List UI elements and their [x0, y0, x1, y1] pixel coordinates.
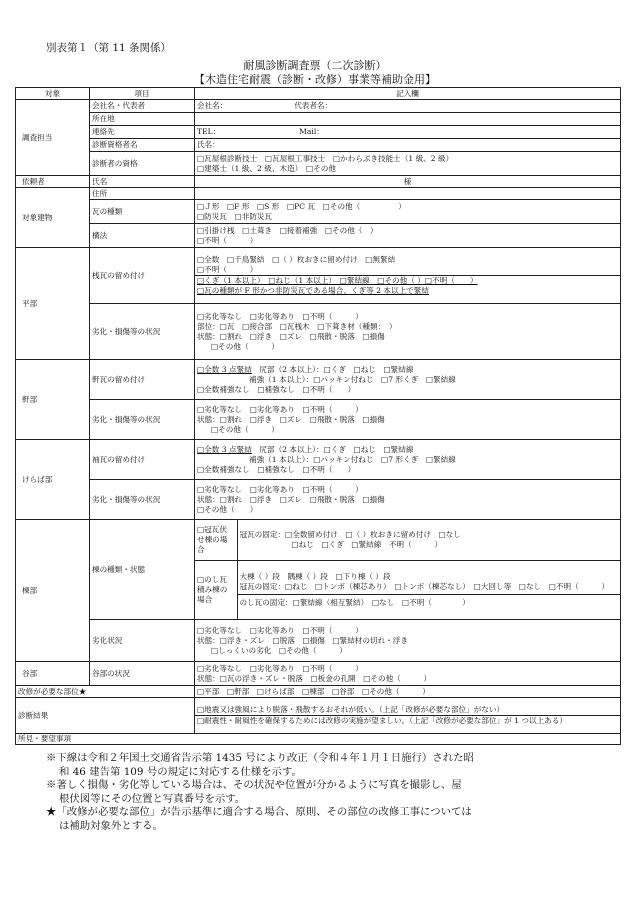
- gable-degradation-label: 劣化・損傷等の状況: [90, 480, 195, 520]
- client-name-field[interactable]: 様: [195, 176, 621, 188]
- company-label: 会社名・代表者: [90, 100, 195, 113]
- valley-label: 谷部の状況: [90, 662, 195, 686]
- col-header-entry: 記入欄: [195, 88, 621, 100]
- flat-degradation-line: □その他（ ）: [211, 341, 279, 351]
- tel-label: TEL：: [197, 127, 221, 136]
- ridge-stacked-line: 大棟（ ）段 隅棟（ ）段 □下り棟（ ）段: [239, 572, 391, 581]
- flat-degradation-line: 状態：□割れ □浮き □ズレ □飛散・脱落 □損傷: [197, 331, 385, 341]
- category-eaves: 軒部: [16, 360, 90, 440]
- diagnosis-result-options[interactable]: [195, 698, 621, 734]
- gable-degradation-options[interactable]: [195, 480, 621, 520]
- ridge-covered-label[interactable]: □冠瓦伏せ棟の場合: [195, 520, 237, 560]
- category-building: 対象建物: [16, 188, 90, 248]
- category-client: 依頼者: [16, 176, 90, 188]
- company-name: 会社名：: [197, 101, 228, 110]
- qualification-line: □瓦屋根診断技士 □瓦屋根工事技士 □かわらぶき技能士（1 級、2 級）: [197, 153, 454, 163]
- flat-degradation-line: □劣化等なし □劣化等あり □不明（ ）: [197, 311, 363, 321]
- ridge-covered-line: 冠瓦の固定：□全数留め付け □（ ）枚おきに留め付け □なし: [239, 530, 461, 539]
- ridge-type-label: 棟の種類・状態: [90, 520, 195, 620]
- method-line: □引掛け桟 □土葺き □接着補強 □その他（ ）: [197, 225, 378, 235]
- diagnosis-result-label: 診断結果: [16, 698, 195, 734]
- flat-degradation-options[interactable]: [195, 304, 621, 360]
- repair-required-options[interactable]: □平部 □軒部 □けらば部 □棟部 □谷部 □その他（ ）: [195, 686, 621, 698]
- eaves-degradation-line: □劣化等なし □劣化等あり □不明（ ）: [197, 404, 363, 414]
- address-field[interactable]: [195, 113, 621, 126]
- valley-options[interactable]: [195, 662, 621, 686]
- tile-type-label: 瓦の種類: [90, 200, 195, 224]
- ridge-stacked-line: 冠瓦の固定：□ねじ □トンボ（棟芯あり） □トンボ（棟芯なし） □大回し等 □なし □不明（ ）: [239, 582, 610, 591]
- col-header-target: 対象: [16, 88, 90, 100]
- eaves-degradation-label: 劣化・損傷等の状況: [90, 400, 195, 440]
- ridge-degradation-line: □劣化等なし □劣化等あり □不明（ ）: [197, 625, 363, 635]
- valley-line: 状態：□瓦の浮き・ズレ・脱落 □板金の孔開 □その他（ ）: [197, 673, 432, 683]
- client-name-label: 氏名: [90, 176, 195, 188]
- gable-fix-line: □全数補強なし □補強なし □不明（ ）: [197, 464, 356, 474]
- qualification-options[interactable]: [195, 152, 621, 176]
- building-address-field[interactable]: [195, 188, 621, 200]
- eaves-degradation-line: □その他（ ）: [211, 424, 279, 434]
- ridge-degradation-line: 状態：□浮き・ズレ □脱落 □損傷 □緊結材の切れ・浮き: [197, 635, 408, 645]
- repair-required-label: 改修が必要な部位★: [16, 686, 195, 698]
- diagnosis-result-line: □地震又は強風により脱落・飛散するおそれが低い。（上記「改修が必要な部位」がない）: [195, 705, 620, 716]
- company-field[interactable]: [195, 100, 621, 113]
- annex-label: 別表第１（第 11 条関係）: [46, 42, 172, 54]
- contact-label: 連絡先: [90, 126, 195, 139]
- flat-fix-line: □瓦の種類が F 形かつ非防災瓦である場合、くぎ等 2 本以上で緊結: [197, 286, 429, 295]
- ridge-degradation-label: 劣化状況: [90, 620, 195, 662]
- tile-type-line: □Ｊ形 □F 形 □S 形 □PC 瓦 □その他（ ）: [197, 201, 406, 211]
- eaves-degradation-line: 状態：□割れ □浮き □ズレ □飛散・脱落 □損傷: [197, 414, 385, 424]
- col-header-item: 項目: [90, 88, 195, 100]
- gable-fix-line: 補強（1 本以上）：□パッキン付ねじ □7 形くぎ □緊結線: [249, 454, 456, 464]
- gable-fix-line: □全数 3 点緊結 尻部（2 本以上）：□くぎ □ねじ □緊結線: [197, 444, 414, 454]
- category-gable: けらば部: [16, 440, 90, 520]
- notes: [46, 752, 606, 833]
- form-title: 耐風診断調査票（二次診断）: [243, 59, 387, 72]
- flat-fix-line: □全数 □千鳥緊結 □（ ）枚おきに留め付け □無緊結: [197, 255, 396, 264]
- flat-degradation-label: 劣化・損傷等の状況: [90, 304, 195, 360]
- ridge-degradation-options[interactable]: [195, 620, 621, 662]
- flat-fix-line: □不明（ ）: [197, 265, 258, 274]
- flat-degradation-line: 部位：□瓦 □接合部 □瓦桟木 □下葺き材（種類： ）: [197, 321, 397, 331]
- note-item: ※著しく損傷・劣化等している場合は、その状況や位置が分かるように写真を撮影し、屋 根伏図等にその位置と写真番号を示す。: [46, 779, 462, 805]
- method-label: 構法: [90, 224, 195, 248]
- qualification-line: □建築士（1 級、2 級、木造） □その他: [197, 163, 336, 173]
- category-ridge: 棟部: [16, 520, 90, 662]
- gable-fix-options[interactable]: [195, 440, 621, 480]
- flat-fix-options[interactable]: [195, 248, 621, 304]
- valley-line: □劣化等なし □劣化等あり □不明（ ）: [197, 663, 363, 673]
- ridge-covered-line: □ねじ □くぎ □緊結線 不明（ ）: [291, 540, 443, 549]
- gable-degradation-line: □劣化等なし □劣化等あり □不明（ ）: [197, 484, 363, 494]
- contact-field[interactable]: [195, 126, 621, 139]
- inspector-label: 診断資格者名: [90, 139, 195, 152]
- method-options[interactable]: [195, 224, 621, 248]
- note-item: ※下線は令和２年国土交通省告示第 1435 号により改正（令和４年１月１日施行）された昭 和 46 建告第 109 号の規定に対応する仕様を示す。: [46, 752, 474, 778]
- eaves-fix-options[interactable]: [195, 360, 621, 400]
- eaves-fix-label: 軒瓦の留め付け: [90, 360, 195, 400]
- gable-degradation-line: 状態：□割れ □浮き □ズレ □飛散・脱落 □損傷: [197, 494, 385, 504]
- ridge-stacked-label[interactable]: □のし瓦積み棟の場合: [195, 561, 237, 619]
- gable-degradation-line: □その他（ ）: [197, 504, 258, 514]
- building-address-label: 住所: [90, 188, 195, 200]
- survey-table: [15, 87, 621, 745]
- ridge-degradation-line: □しっくいの劣化 □その他（ ）: [211, 645, 347, 655]
- category-survey: 調査担当: [16, 100, 90, 176]
- eaves-fix-line: 補強（1 本以上）：□パッキン付ねじ □7 形くぎ □緊結線: [249, 374, 456, 384]
- eaves-degradation-options[interactable]: [195, 400, 621, 440]
- ridge-stacked-line: のし瓦の固定：□緊結線（相互緊結） □なし □不明（ ）: [238, 594, 621, 608]
- qualification-label: 診断者の資格: [90, 152, 195, 176]
- inspector-field[interactable]: 氏名：: [195, 139, 621, 152]
- mail-label: Mail：: [299, 127, 324, 136]
- tile-type-options[interactable]: [195, 200, 621, 224]
- eaves-fix-line: □全数補強なし □補強なし □不明（ ）: [197, 384, 356, 394]
- note-item: ★「改修が必要な部位」が告示基準に適合する場合、原則、その部位の改修工事については は補助対象外とする。: [46, 806, 472, 832]
- flat-fix-line: □くぎ（1 本以上） □ねじ（1 本以上） □緊結線 □その他（ ）□不明（ ）: [195, 275, 620, 286]
- remarks-label[interactable]: 所見・要望事項: [16, 734, 621, 745]
- gable-fix-label: 袖瓦の留め付け: [90, 440, 195, 480]
- eaves-fix-line: □全数 3 点緊結 尻部（2 本以上）：□くぎ □ねじ □緊結線: [197, 364, 414, 374]
- category-valley: 谷部: [16, 662, 90, 686]
- form-subtitle: 【木造住宅耐震（診断・改修）事業等補助金用】: [194, 73, 436, 86]
- method-line: □不明（ ）: [197, 235, 258, 245]
- ridge-stacked-case[interactable]: [195, 561, 621, 620]
- ridge-covered-case[interactable]: [195, 520, 621, 561]
- category-flat: 平部: [16, 248, 90, 360]
- tile-type-line: □防災瓦 □非防災瓦: [197, 211, 273, 221]
- representative-name: 代表者名：: [294, 101, 333, 110]
- diagnosis-result-line: □耐震性・耐風性を確保するためには改修の実施が望ましい。（上記「改修が必要な部位」が 1 つ以上ある）: [197, 716, 567, 725]
- flat-fix-label: 桟瓦の留め付け: [90, 248, 195, 304]
- address-label: 所在地: [90, 113, 195, 126]
